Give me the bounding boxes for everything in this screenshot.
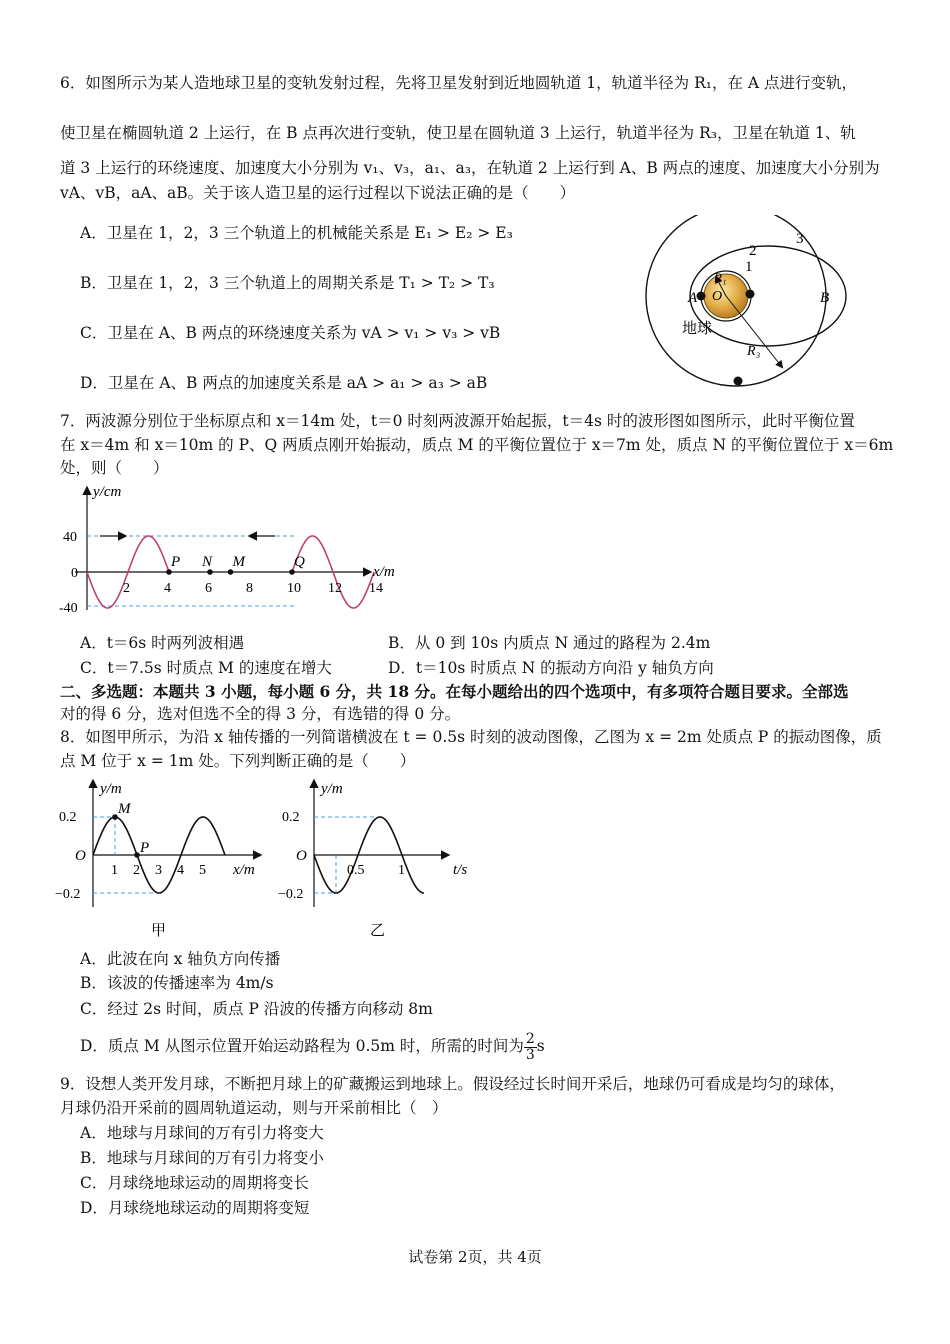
- point-label-p: P: [171, 554, 181, 570]
- point-label-q: Q: [294, 554, 305, 570]
- x-tick-label: 2: [133, 863, 140, 878]
- satellite-point-orbit1: [746, 290, 755, 299]
- point-q: [289, 569, 295, 575]
- q6-option-a: A．卫星在 1，2，3 三个轨道上的机械能关系是 E₁ > E₂ > E₃: [80, 224, 513, 242]
- point-p: [166, 569, 172, 575]
- q6-option-d: D．卫星在 A、B 两点的加速度关系是 aA > a₁ > a₃ > aB: [80, 374, 488, 392]
- satellite-point-orbit3: [734, 377, 743, 386]
- point-p: [134, 852, 140, 858]
- origin-label: O: [75, 848, 86, 864]
- orbit-2-label: 2: [749, 243, 757, 259]
- q6-option-c: C．卫星在 A、B 两点的环绕速度关系为 vA > v₁ > v₃ > vB: [80, 324, 501, 342]
- fraction: $\frac{2}{3}$: [525, 1030, 535, 1063]
- point-a-label: A: [688, 290, 698, 306]
- x-tick-label: 2: [123, 581, 130, 596]
- point-b-label: B: [820, 290, 830, 306]
- q7-option-d: D．t＝10s 时质点 N 的振动方向沿 y 轴负方向: [388, 659, 714, 677]
- point-m: [112, 814, 118, 820]
- orbit-figure: [630, 215, 870, 390]
- q9-line2: 月球仍沿开采前的圆周轨道运动，则与开采前相比（ ）: [60, 1099, 448, 1117]
- vibration-figure-q8-yi: [278, 775, 493, 945]
- y-tick-label: −0.2: [55, 887, 81, 902]
- y-axis-label: y/m: [100, 781, 122, 797]
- earth-label: 地球: [682, 321, 713, 337]
- point-label-p: P: [140, 840, 150, 856]
- point-label-m: M: [232, 554, 245, 570]
- y-axis-label: y/cm: [93, 484, 122, 500]
- wave-figure-q7: [55, 480, 425, 620]
- caption-yi: 乙: [370, 923, 386, 939]
- section-2-heading-line1: 二、多选题：本题共 3 小题，每小题 6 分，共 18 分。在每小题给出的四个选项中，有多项符合题目要求。全部选: [60, 682, 849, 701]
- q9-line1: 9．设想人类开发月球，不断把月球上的矿藏搬运到地球上。假设经过长时间开采后，地球仍可看成是均匀的球体，: [60, 1075, 845, 1093]
- q8-option-d: [80, 1028, 545, 1064]
- y-tick-label: 0.2: [59, 810, 77, 825]
- q7-line3: 处，则（ ）: [60, 459, 169, 477]
- q7-option-c: C．t＝7.5s 时质点 M 的速度在增大: [80, 659, 332, 677]
- q8-option-b: B．该波的传播速率为 4m/s: [80, 974, 274, 992]
- q7-option-b: B．从 0 到 10s 内质点 N 通过的路程为 2.4m: [388, 634, 711, 652]
- q8-line2: 点 M 位于 x = 1m 处。下列判断正确的是（ ）: [60, 752, 416, 770]
- q8-option-d-text: D．质点 M 从图示位置开始运动路程为 0.5m 时，所需的时间为: [80, 1037, 524, 1055]
- y-tick-label: 40: [63, 530, 77, 545]
- satellite-point-a: [697, 292, 706, 301]
- q7-line1: 7．两波源分别位于坐标原点和 x＝14m 处，t＝0 时刻两波源开始起振，t＝4s 时的波形图如图所示，此时平衡位置: [60, 412, 855, 430]
- x-tick-label: 14: [369, 581, 383, 596]
- origin-label: O: [296, 848, 307, 864]
- x-tick-label: 4: [177, 863, 184, 878]
- x-tick-label: 1: [398, 863, 405, 878]
- x-tick-label: 3: [155, 863, 162, 878]
- point-n: [207, 569, 213, 575]
- section-2-heading-line2: 对的得 6 分，选对但选不全的得 3 分，有选错的得 0 分。: [60, 705, 461, 723]
- q7-line2: 在 x＝4m 和 x＝10m 的 P、Q 两质点刚开始振动，质点 M 的平衡位置位于 x＝7m 处，质点 N 的平衡位置位于 x＝6m: [60, 436, 894, 454]
- x-tick-label: 10: [287, 581, 301, 596]
- q6-line3: 道 3 上运行的环绕速度、加速度大小分别为 v₁、v₃，a₁、a₃，在轨道 2 上运行到 A、B 两点的速度、加速度大小分别为: [60, 159, 880, 177]
- point-label-n: N: [202, 554, 213, 570]
- q9-option-a: A．地球与月球间的万有引力将变大: [80, 1124, 324, 1142]
- q7-option-a: A．t＝6s 时两列波相遇: [80, 634, 245, 652]
- x-tick-label: 6: [205, 581, 212, 596]
- q8-option-a: A．此波在向 x 轴负方向传播: [80, 950, 281, 968]
- q6-option-b: B．卫星在 1，2，3 三个轨道上的周期关系是 T₁ > T₂ > T₃: [80, 274, 495, 292]
- x-axis-label: x/m: [233, 862, 255, 878]
- x-tick-label: 0.5: [347, 863, 365, 878]
- x-tick-label: 4: [164, 581, 171, 596]
- q9-option-d: D．月球绕地球运动的周期将变短: [80, 1199, 310, 1217]
- caption-jia: 甲: [151, 923, 167, 939]
- orbit-1-label: 1: [745, 259, 753, 275]
- y-tick-label: −0.2: [278, 887, 304, 902]
- x-axis-label: t/s: [453, 862, 468, 878]
- x-tick-label: 12: [328, 581, 342, 596]
- r1-label: R₁: [714, 270, 727, 285]
- q8-option-d-unit: s: [536, 1037, 545, 1055]
- y-tick-label: -40: [59, 601, 78, 616]
- center-label: O: [712, 289, 723, 304]
- x-tick-label: 1: [111, 863, 118, 878]
- q6-line4: vA、vB，aA、aB。关于该人造卫星的运行过程以下说法正确的是（ ）: [60, 184, 576, 202]
- wave-figure-q8-jia: [55, 775, 270, 945]
- q8-option-c: C．经过 2s 时间，质点 P 沿波的传播方向移动 8m: [80, 1000, 433, 1018]
- q6-line1: 6．如图所示为某人造地球卫星的变轨发射过程，先将卫星发射到近地圆轨道 1，轨道半径为 R₁，在 A 点进行变轨，: [60, 74, 858, 92]
- page-footer: 试卷第 2页，共 4页: [408, 1248, 542, 1266]
- point-label-m: M: [118, 801, 131, 817]
- y-tick-label: 0.2: [282, 810, 300, 825]
- x-tick-label: 5: [199, 863, 206, 878]
- x-tick-label: 8: [246, 581, 253, 596]
- q9-option-b: B．地球与月球间的万有引力将变小: [80, 1149, 324, 1167]
- x-axis-label: x/m: [373, 564, 395, 580]
- y-tick-label: 0: [71, 566, 78, 581]
- q9-option-c: C．月球绕地球运动的周期将变长: [80, 1174, 309, 1192]
- y-axis-label: y/m: [321, 781, 343, 797]
- r3-label: R₃: [747, 344, 761, 359]
- orbit-3-label: 3: [796, 231, 804, 247]
- q8-line1: 8．如图甲所示，为沿 x 轴传播的一列简谐横波在 t = 0.5s 时刻的波动图像，乙图为 x = 2m 处质点 P 的振动图像，质: [60, 728, 882, 746]
- q6-line2: 使卫星在椭圆轨道 2 上运行，在 B 点再次进行变轨，使卫星在圆轨道 3 上运行，轨道半径为 R₃，卫星在轨道 1、轨: [60, 124, 856, 142]
- point-m: [228, 569, 234, 575]
